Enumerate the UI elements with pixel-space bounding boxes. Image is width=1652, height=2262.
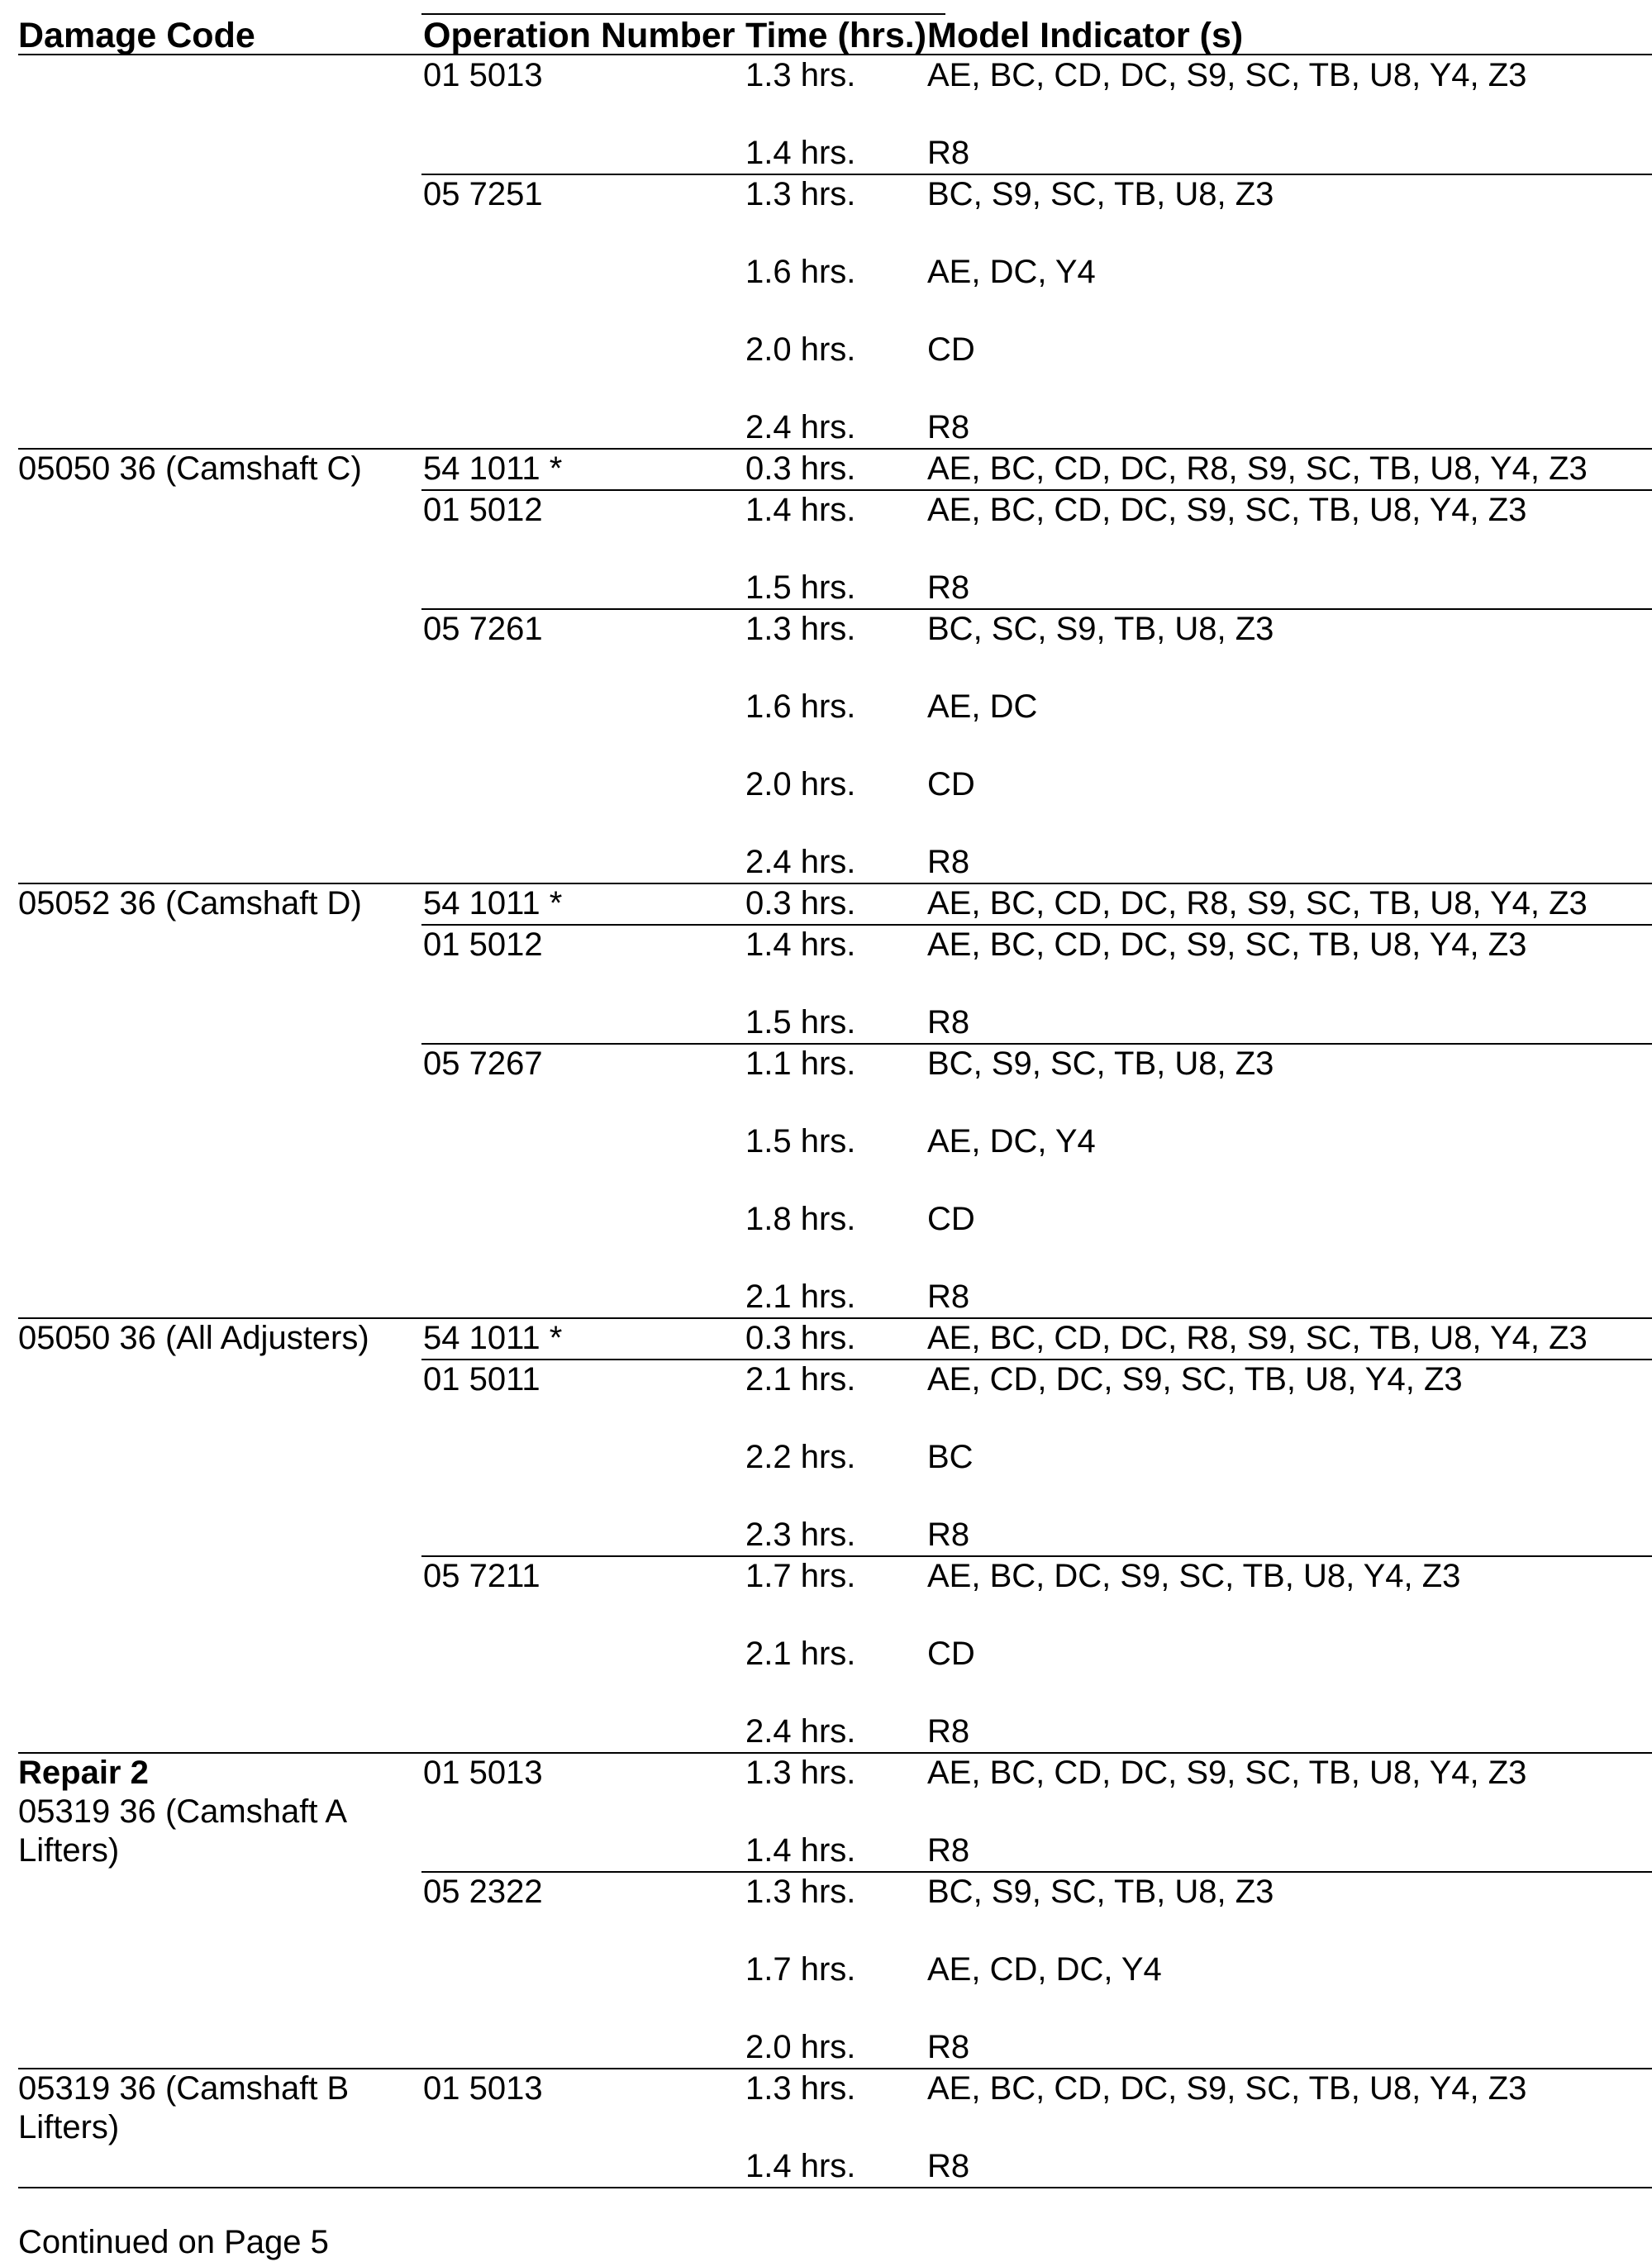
time-cell: 1.4 hrs. [745, 492, 856, 528]
table-group [18, 1045, 1652, 1319]
repair-heading: Repair 2 [18, 1755, 149, 1791]
model-indicator-cell: AE, BC, CD, DC, S9, SC, TB, U8, Y4, Z3 [927, 1755, 1527, 1791]
time-cell: 1.7 hrs. [745, 1558, 856, 1594]
damage-code-text: 05050 36 (Camshaft C) [18, 450, 362, 487]
table-group [18, 175, 1652, 450]
time-cell: 1.3 hrs. [745, 2070, 856, 2107]
damage-code-cell [18, 2069, 398, 2147]
operation-number-cell: 05 7261 [423, 611, 543, 647]
time-cell: 2.4 hrs. [745, 844, 856, 880]
time-cell: 2.4 hrs. [745, 409, 856, 445]
table-header [18, 13, 1652, 56]
damage-code-text: 05319 36 (Camshaft A Lifters) [18, 1793, 345, 1869]
time-cell: 2.0 hrs. [745, 331, 856, 368]
time-cell: 1.7 hrs. [745, 1951, 856, 1988]
operation-number-cell: 01 5013 [423, 1755, 543, 1791]
model-indicator-cell: AE, BC, CD, DC, S9, SC, TB, U8, Y4, Z3 [927, 926, 1527, 963]
damage-code-text: 05319 36 (Camshaft B Lifters) [18, 2070, 350, 2145]
table-group [18, 926, 1652, 1045]
model-indicator-cell: AE, CD, DC, Y4 [927, 1951, 1162, 1988]
table-group [18, 1873, 1652, 2069]
time-cell: 2.1 hrs. [745, 1279, 856, 1315]
model-indicator-cell: CD [927, 331, 975, 368]
model-indicator-cell: AE, CD, DC, S9, SC, TB, U8, Y4, Z3 [927, 1361, 1463, 1398]
time-cell: 1.6 hrs. [745, 254, 856, 290]
table-group [18, 610, 1652, 884]
operation-number-cell: 54 1011 * [423, 885, 563, 921]
operation-number-cell: 05 7211 [423, 1558, 540, 1594]
table-group [18, 450, 1652, 491]
model-indicator-cell: BC, S9, SC, TB, U8, Z3 [927, 1045, 1274, 1082]
time-cell: 1.4 hrs. [745, 2148, 856, 2184]
time-cell: 2.1 hrs. [745, 1636, 856, 1672]
model-indicator-cell: AE, DC, Y4 [927, 1123, 1096, 1160]
model-indicator-cell: AE, BC, CD, DC, R8, S9, SC, TB, U8, Y4, Z3 [927, 1320, 1588, 1356]
table-group [18, 2069, 1652, 2188]
model-indicator-cell: AE, BC, CD, DC, S9, SC, TB, U8, Y4, Z3 [927, 57, 1527, 93]
time-cell: 1.3 hrs. [745, 1874, 856, 1910]
time-cell: 2.1 hrs. [745, 1361, 856, 1398]
model-indicator-cell: BC, S9, SC, TB, U8, Z3 [927, 1874, 1274, 1910]
operation-number-cell: 05 7251 [423, 176, 543, 212]
model-indicator-cell: BC, SC, S9, TB, U8, Z3 [927, 611, 1274, 647]
model-indicator-cell: R8 [927, 409, 970, 445]
time-cell: 1.4 hrs. [745, 926, 856, 963]
model-indicator-cell: AE, BC, DC, S9, SC, TB, U8, Y4, Z3 [927, 1558, 1461, 1594]
time-cell: 2.2 hrs. [745, 1439, 856, 1475]
time-cell: 1.5 hrs. [745, 569, 856, 606]
time-cell: 1.4 hrs. [745, 135, 856, 171]
time-cell: 1.3 hrs. [745, 57, 856, 93]
model-indicator-cell: R8 [927, 1713, 970, 1750]
time-cell: 2.0 hrs. [745, 766, 856, 802]
time-cell: 0.3 hrs. [745, 1320, 856, 1356]
header-top-rule [421, 13, 945, 15]
model-indicator-cell: R8 [927, 1517, 970, 1553]
time-cell: 0.3 hrs. [745, 885, 856, 921]
model-indicator-cell: R8 [927, 135, 970, 171]
damage-code-cell [18, 884, 398, 923]
operation-number-cell: 01 5012 [423, 926, 543, 963]
time-cell: 1.8 hrs. [745, 1201, 856, 1237]
time-cell: 1.6 hrs. [745, 688, 856, 725]
model-indicator-cell: BC, S9, SC, TB, U8, Z3 [927, 176, 1274, 212]
model-indicator-cell: BC [927, 1439, 974, 1475]
table-group [18, 884, 1652, 926]
model-indicator-cell: CD [927, 766, 975, 802]
time-cell: 1.5 hrs. [745, 1123, 856, 1160]
time-cell: 0.3 hrs. [745, 450, 856, 487]
operation-number-cell: 05 2322 [423, 1874, 543, 1910]
operation-number-cell: 01 5013 [423, 57, 543, 93]
time-cell: 1.3 hrs. [745, 1755, 856, 1791]
time-cell: 2.0 hrs. [745, 2029, 856, 2065]
footer-note: Continued on Page 5 [18, 2224, 329, 2260]
time-cell: 1.5 hrs. [745, 1004, 856, 1041]
model-indicator-cell: R8 [927, 2029, 970, 2065]
time-cell: 1.4 hrs. [745, 1832, 856, 1869]
time-cell: 1.1 hrs. [745, 1045, 856, 1082]
header-model-indicator: Model Indicator (s) [927, 16, 1244, 55]
model-indicator-cell: CD [927, 1201, 975, 1237]
model-indicator-cell: R8 [927, 1832, 970, 1869]
table-group [18, 1319, 1652, 1360]
time-cell: 1.3 hrs. [745, 611, 856, 647]
row-rule [18, 2187, 1652, 2188]
model-indicator-cell: R8 [927, 569, 970, 606]
damage-code-cell [18, 1754, 398, 1870]
table-group [18, 56, 1652, 175]
model-indicator-cell: AE, BC, CD, DC, R8, S9, SC, TB, U8, Y4, Z3 [927, 450, 1588, 487]
model-indicator-cell: AE, BC, CD, DC, S9, SC, TB, U8, Y4, Z3 [927, 2070, 1527, 2107]
time-cell: 2.3 hrs. [745, 1517, 856, 1553]
model-indicator-cell: R8 [927, 2148, 970, 2184]
model-indicator-cell: R8 [927, 1279, 970, 1315]
model-indicator-cell: AE, DC [927, 688, 1038, 725]
operation-number-cell: 01 5011 [423, 1361, 540, 1398]
table-group [18, 491, 1652, 610]
model-indicator-cell: R8 [927, 844, 970, 880]
operation-number-cell: 01 5012 [423, 492, 543, 528]
time-cell: 1.3 hrs. [745, 176, 856, 212]
header-time: Time (hrs.) [745, 16, 927, 55]
operation-number-cell: 54 1011 * [423, 450, 563, 487]
time-cell: 2.4 hrs. [745, 1713, 856, 1750]
model-indicator-cell: AE, DC, Y4 [927, 254, 1096, 290]
operation-number-cell: 54 1011 * [423, 1320, 563, 1356]
model-indicator-cell: AE, BC, CD, DC, R8, S9, SC, TB, U8, Y4, Z3 [927, 885, 1588, 921]
table-group [18, 1360, 1652, 1557]
operation-number-cell: 05 7267 [423, 1045, 543, 1082]
damage-code-cell [18, 1319, 398, 1358]
header-operation-number: Operation Number [423, 16, 736, 55]
damage-code-cell [18, 450, 398, 488]
table-group [18, 1557, 1652, 1754]
operation-number-cell: 01 5013 [423, 2070, 543, 2107]
table-group [18, 1754, 1652, 1873]
header-rule [18, 54, 1652, 55]
damage-code-text: 05050 36 (All Adjusters) [18, 1320, 369, 1356]
header-damage-code: Damage Code [18, 16, 255, 55]
model-indicator-cell: R8 [927, 1004, 970, 1041]
table-body [18, 56, 1652, 2188]
repair-time-table [18, 13, 1652, 2188]
model-indicator-cell: AE, BC, CD, DC, S9, SC, TB, U8, Y4, Z3 [927, 492, 1527, 528]
damage-code-text: 05052 36 (Camshaft D) [18, 885, 362, 921]
model-indicator-cell: CD [927, 1636, 975, 1672]
